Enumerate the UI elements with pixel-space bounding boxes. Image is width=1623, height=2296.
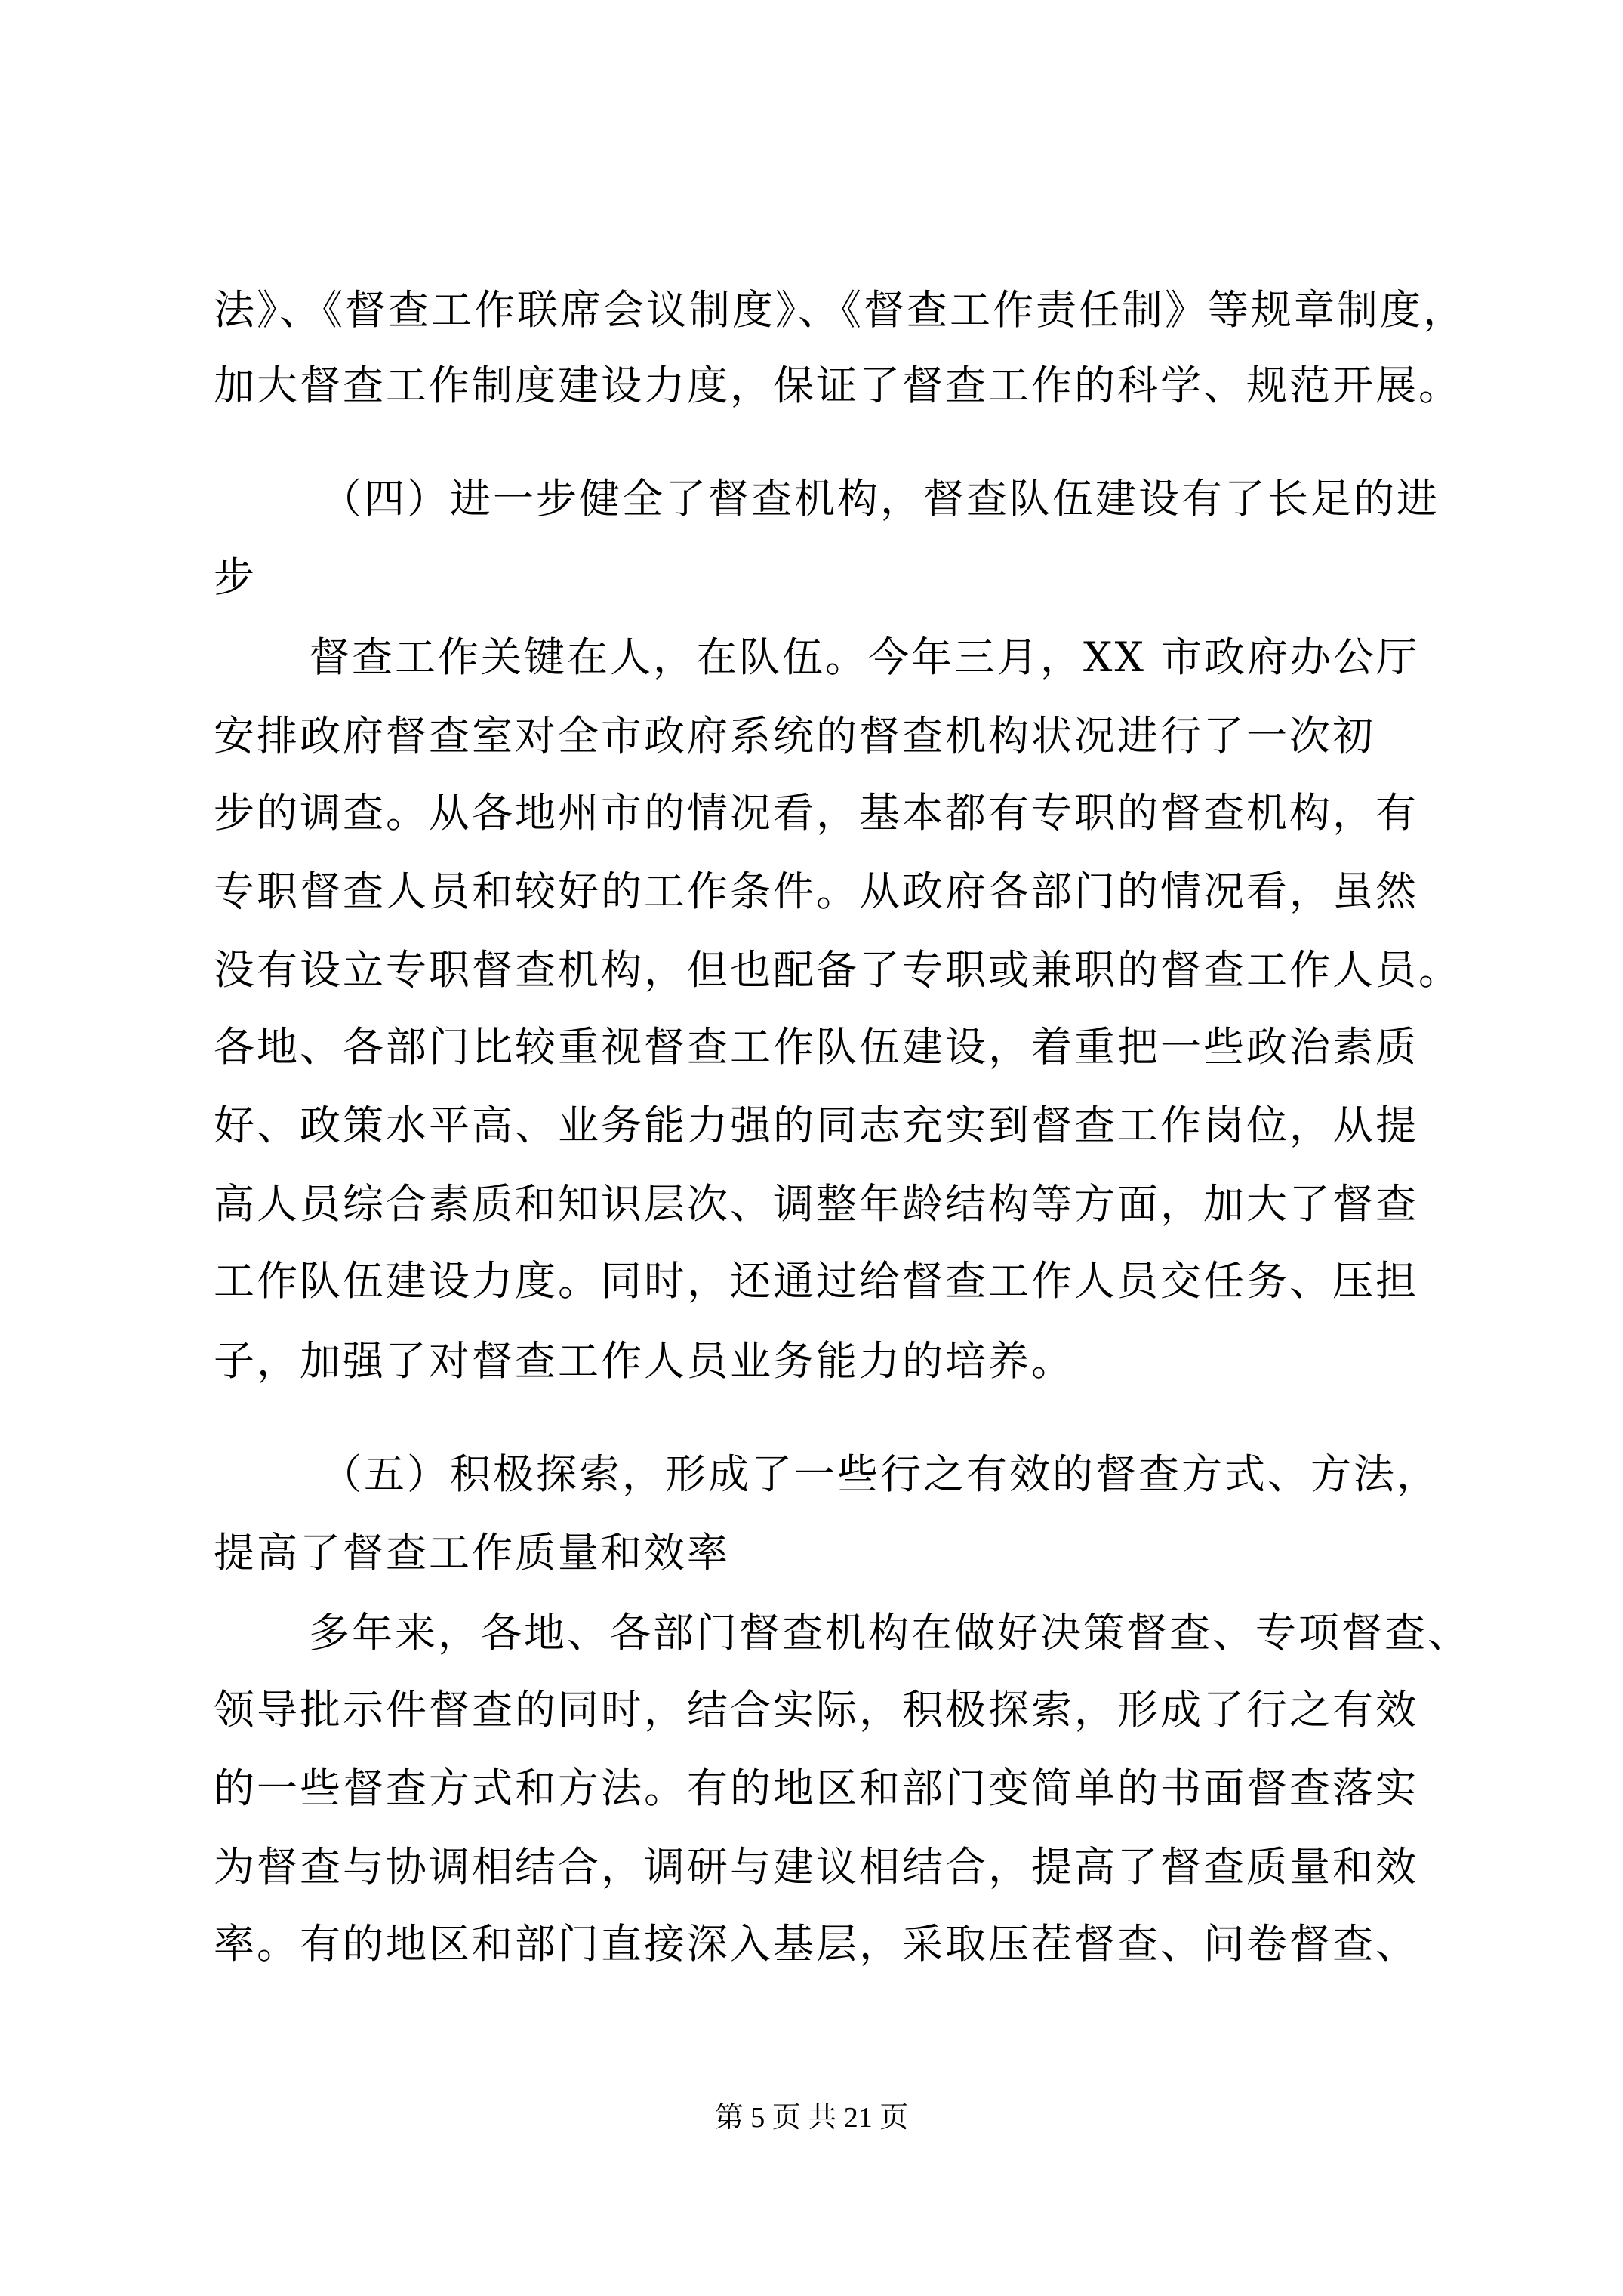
section-heading-5-cont: 提高了督查工作质量和效率: [214, 1529, 730, 1576]
text-line: 安排政府督查室对全市政府系统的督查机构状况进行了一次初: [214, 712, 1375, 760]
text-line: 专职督查人员和较好的工作条件。从政府各部门的情况看，虽然: [214, 868, 1418, 915]
text-line: 步的调查。从各地州市的情况看，基本都有专职的督查机构，有: [214, 789, 1418, 837]
text-line: 率。有的地区和部门直接深入基层，采取压茬督查、问卷督查、: [214, 1920, 1418, 1968]
section-heading-4: （四）进一步健全了督查机构，督查队伍建设有了长足的进: [321, 475, 1440, 522]
page-footer: 第 5 页 共 21 页: [714, 2102, 909, 2134]
text-line: 各地、各部门比较重视督查工作队伍建设，着重把一些政治素质: [214, 1023, 1418, 1071]
text-line: 为督查与协调相结合，调研与建议相结合，提高了督查质量和效: [214, 1843, 1418, 1891]
text-line: 好、政策水平高、业务能力强的同志充实到督查工作岗位，从提: [214, 1102, 1418, 1149]
text-line: 法》、《督查工作联席会议制度》、《督查工作责任制》等规章制度，: [214, 286, 1466, 334]
section-heading-5: （五）积极探索，形成了一些行之有效的督查方式、方法，: [321, 1450, 1440, 1498]
section-heading-4-cont: 步: [214, 553, 257, 601]
text-line: 多年来，各地、各部门督查机构在做好决策督查、专项督查、: [309, 1609, 1471, 1657]
text-line: 加大督查工作制度建设力度，保证了督查工作的科学、规范开展。: [214, 362, 1461, 409]
text-line: 工作队伍建设力度。同时，还通过给督查工作人员交任务、压担: [214, 1257, 1418, 1305]
text-line: 没有设立专职督查机构，但也配备了专职或兼职的督查工作人员。: [214, 946, 1461, 994]
text-line: 领导批示件督查的同时，结合实际，积极探索，形成了行之有效: [214, 1686, 1418, 1734]
text-line: 子，加强了对督查工作人员业务能力的培养。: [214, 1337, 1074, 1385]
text-line: 的一些督查方式和方法。有的地区和部门变简单的书面督查落实: [214, 1764, 1418, 1812]
text-line: 督查工作关键在人，在队伍。今年三月，XX 市政府办公厅: [309, 633, 1420, 681]
text-line: 高人员综合素质和知识层次、调整年龄结构等方面，加大了督查: [214, 1180, 1418, 1228]
